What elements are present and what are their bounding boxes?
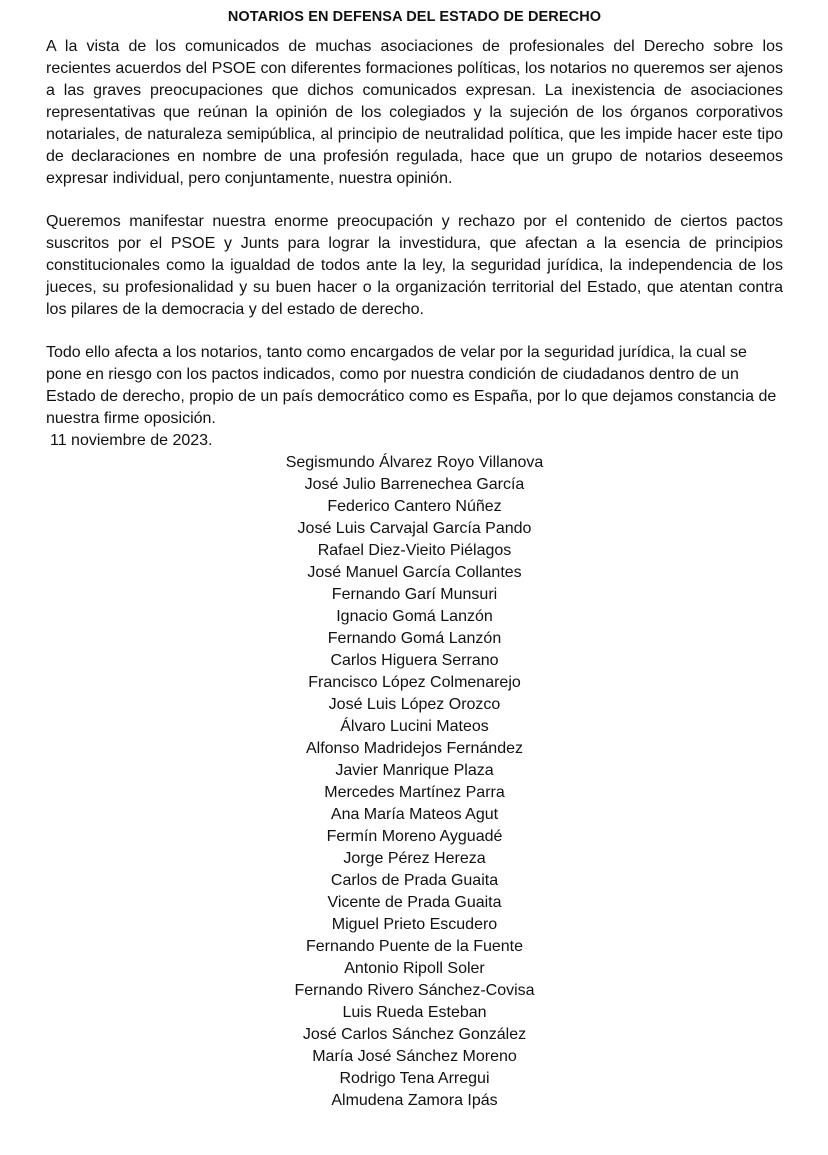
paragraph-intro: A la vista de los comunicados de muchas asociaciones de profesionales del Derecho sobre los recientes acuerdos del PSOE con diferentes formaciones políticas, los notarios no queremos ser ajenos a las graves preocupaciones que dichos comunicados expresan. La inexistencia de asociaciones representativas que reúnan la opinión de los colegiados y la sujeción de los órganos corporativos notariales, de naturaleza semipública, al principio de neutralidad política, que les impide hacer este tipo de declaraciones en nombre de una profesión regulada, hace que un grupo de notarios deseemos expresar individual, pero conjuntamente, nuestra opinión. [46, 38, 783, 187]
document-title: NOTARIOS EN DEFENSA DEL ESTADO DE DERECHO [227, 9, 602, 25]
signatory-name: Carlos de Prada Guaita [330, 872, 499, 889]
signatory-name: Antonio Ripoll Soler [344, 960, 485, 977]
signatory-name: Rafael Diez-Vieito Piélagos [317, 542, 512, 559]
signatory-name: Fernando Rivero Sánchez-Covisa [294, 982, 535, 999]
signatory-name: Fernando Puente de la Fuente [305, 938, 524, 955]
signatory-name: Segismundo Álvarez Royo Villanova [285, 454, 544, 471]
signatory-name: Federico Cantero Núñez [327, 498, 502, 515]
signatories-list [46, 452, 783, 1112]
signatory-name: Luis Rueda Esteban [342, 1004, 487, 1021]
signatory-name: Álvaro Lucini Mateos [340, 718, 489, 735]
signatory-name: José Luis Carvajal García Pando [297, 520, 532, 537]
signatory-name: Rodrigo Tena Arregui [339, 1070, 490, 1087]
signatory-name: Fernando Garí Munsuri [331, 586, 498, 603]
signatory-name: Vicente de Prada Guaita [327, 894, 502, 911]
signatory-name: Fernando Gomá Lanzón [327, 630, 502, 647]
signatory-name: Carlos Higuera Serrano [330, 652, 499, 669]
signatory-name: José Manuel García Collantes [307, 564, 522, 581]
signatory-name: Jorge Pérez Hereza [343, 850, 486, 867]
signatory-name: Ana María Mateos Agut [330, 806, 499, 823]
paragraph-statement: Queremos manifestar nuestra enorme preocupación y rechazo por el contenido de ciertos pactos suscritos por el PSOE y Junts para lograr la investidura, que afectan a la esencia de principios constitucionales como la igualdad de todos ante la ley, la seguridad jurídica, la independencia de los jueces, su profesionalidad y su buen hacer o la organización territorial del Estado, que atentan contra los pilares de la democracia y del estado de derecho. [46, 213, 783, 318]
signatory-name: José Carlos Sánchez González [302, 1026, 527, 1043]
signatory-name: José Julio Barrenechea García [304, 476, 525, 493]
signatory-name: Fermín Moreno Ayguadé [326, 828, 503, 845]
document-page [46, 6, 783, 1112]
signatory-name: Mercedes Martínez Parra [324, 784, 505, 801]
signatory-name: Alfonso Madridejos Fernández [305, 740, 523, 757]
signatory-name: Miguel Prieto Escudero [331, 916, 498, 933]
paragraph-conclusion: Todo ello afecta a los notarios, tanto como encargados de velar por la seguridad jurídica, la cual se pone en riesgo con los pactos indicados, como por nuestra condición de ciudadanos dentro de un Estado de derecho, propio de un país democrático como es España, por lo que dejamos constancia de nuestra firme oposición. [46, 344, 777, 427]
signatory-name: Francisco López Colmenarejo [308, 674, 521, 691]
document-date: 11 noviembre de 2023. [50, 432, 213, 449]
signatory-name: José Luis López Orozco [328, 696, 501, 713]
signatory-name: Javier Manrique Plaza [335, 762, 494, 779]
signatory-name: Ignacio Gomá Lanzón [336, 608, 493, 625]
signatory-name: María José Sánchez Moreno [312, 1048, 517, 1065]
signatory-name: Almudena Zamora Ipás [331, 1092, 498, 1109]
